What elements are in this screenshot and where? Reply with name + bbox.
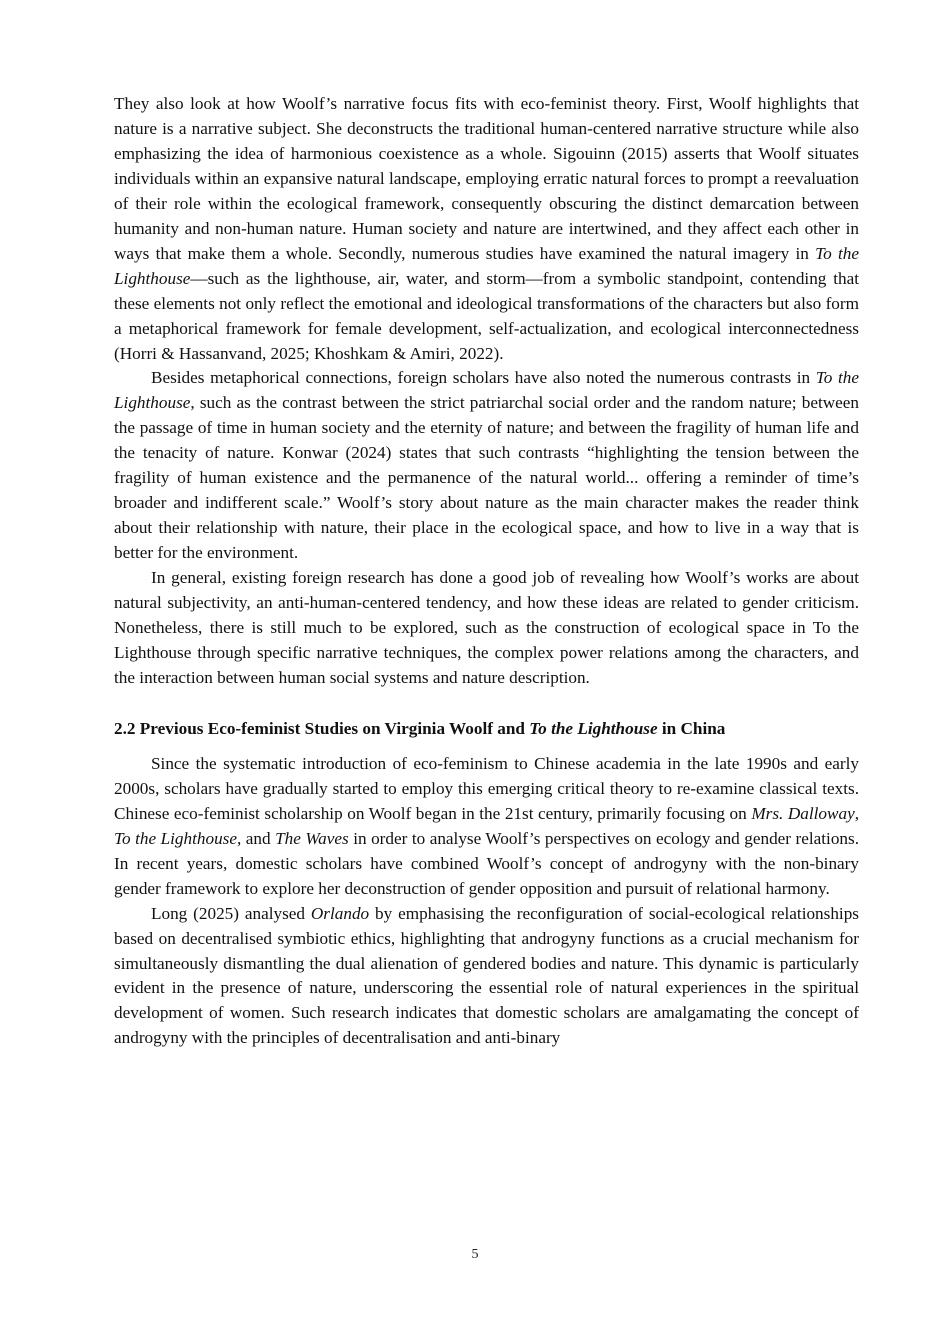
- paragraph-long-2025: [114, 902, 859, 1052]
- section-heading: [114, 717, 859, 741]
- paragraph-text: , such as the contrast between the strict patriarchal social order and the random nature; between the passage of time in human society and the eternity of nature; and between the fragility of human life and the tenacity of nature. Konwar (2024) states that such contrasts “highlighting the tension between the fragility of human existence and the permanence of the natural world... offering a reminder of time’s broader and indifferent scale.” Woolf’s story about nature as the main character makes the reader think about their relationship with nature, their place in the ecological space, and how to live in a way that is better for the environment.: [114, 393, 859, 563]
- heading-text: in China: [657, 718, 726, 738]
- paragraph-woolf-narrative-focus: [114, 92, 859, 366]
- paragraph-contrasts: [114, 366, 859, 566]
- heading-text: 2.2 Previous Eco-feminist Studies on Virginia Woolf and: [114, 718, 530, 738]
- book-title: To the Lighthouse: [114, 828, 237, 848]
- paragraph-text: They also look at how Woolf’s narrative focus fits with eco-feminist theory. First, Woolf highlights that nature is a narrative subject. She deconstructs the traditional human-centered narrative structure while also emphasizing the idea of harmonious coexistence as a whole. Sigouinn (2015) asserts that Woolf situates individuals within an expansive natural landscape, employing erratic natural forces to prompt a reevaluation of their role within the ecological framework, consequently obscuring the distinct demarcation between humanity and non-human nature. Human society and nature are intertwined, and they affect each other in ways that make them a whole. Secondly, numerous studies have examined the natural imagery in: [114, 94, 859, 263]
- heading-book-title: To the Lighthouse: [529, 718, 658, 738]
- page-number: 5: [471, 1247, 479, 1262]
- book-title: To the Lighthouse: [114, 368, 859, 413]
- paragraph-text: by emphasising the reconfiguration of social-ecological relationships based on decentralised symbiotic ethics, highlighting that androgyny functions as a crucial mechanism for simultaneously dismantling the dual alienation of gendered bodies and nature. This dynamic is particularly evident in the presence of nature, underscoring the essential role of natural experiences in the spiritual development of women. Such research indicates that domestic scholars are amalgamating the concept of androgyny with the principles of decentralisation and anti-binary: [114, 903, 859, 1048]
- paragraph-text: Besides metaphorical connections, foreign scholars have also noted the numerous contrasts in: [151, 368, 816, 388]
- paragraph-foreign-research-summary: In general, existing foreign research has done a good job of revealing how Woolf’s works are about natural subjectivity, an anti-human-centered tendency, and how these ideas are related to gender criticism. Nonetheless, there is still much to be explored, such as the construction of ecological space in To the Lighthouse through specific narrative techniques, the complex power relations among the characters, and the interaction between human social systems and nature description.: [114, 568, 859, 687]
- body-text: [114, 92, 859, 1051]
- book-title: To the Lighthouse: [114, 243, 859, 288]
- book-title: Orlando: [310, 903, 370, 923]
- paragraph-text: Long (2025) analysed: [151, 903, 311, 923]
- separator-text: ,: [854, 803, 859, 823]
- book-title: Mrs. Dalloway: [751, 803, 855, 823]
- book-title: The Waves: [275, 828, 349, 848]
- separator-text: , and: [236, 828, 276, 848]
- paragraph-chinese-scholarship: [114, 752, 859, 902]
- paragraph-text: —such as the lighthouse, air, water, and storm—from a symbolic standpoint, contending that these elements not only reflect the emotional and ideological transformations of the characters but also form a metaphorical framework for female development, self-actualization, and ecological interconnectedness (Horri & Hassanvand, 2025; Khoshkam & Amiri, 2022).: [114, 268, 859, 363]
- paragraph-text: Since the systematic introduction of eco-feminism to Chinese academia in the late 1990s and early 2000s, scholars have gradually started to employ this emerging critical theory to re-examine classical texts. Chinese eco-feminist scholarship on Woolf began in the 21st century, primarily focusing on: [114, 753, 859, 823]
- paragraph-text: in order to analyse Woolf’s perspectives on ecology and gender relations. In recent years, domestic scholars have combined Woolf’s concept of androgyny with the non-binary gender framework to explore her deconstruction of gender opposition and pursuit of relational harmony.: [114, 828, 860, 898]
